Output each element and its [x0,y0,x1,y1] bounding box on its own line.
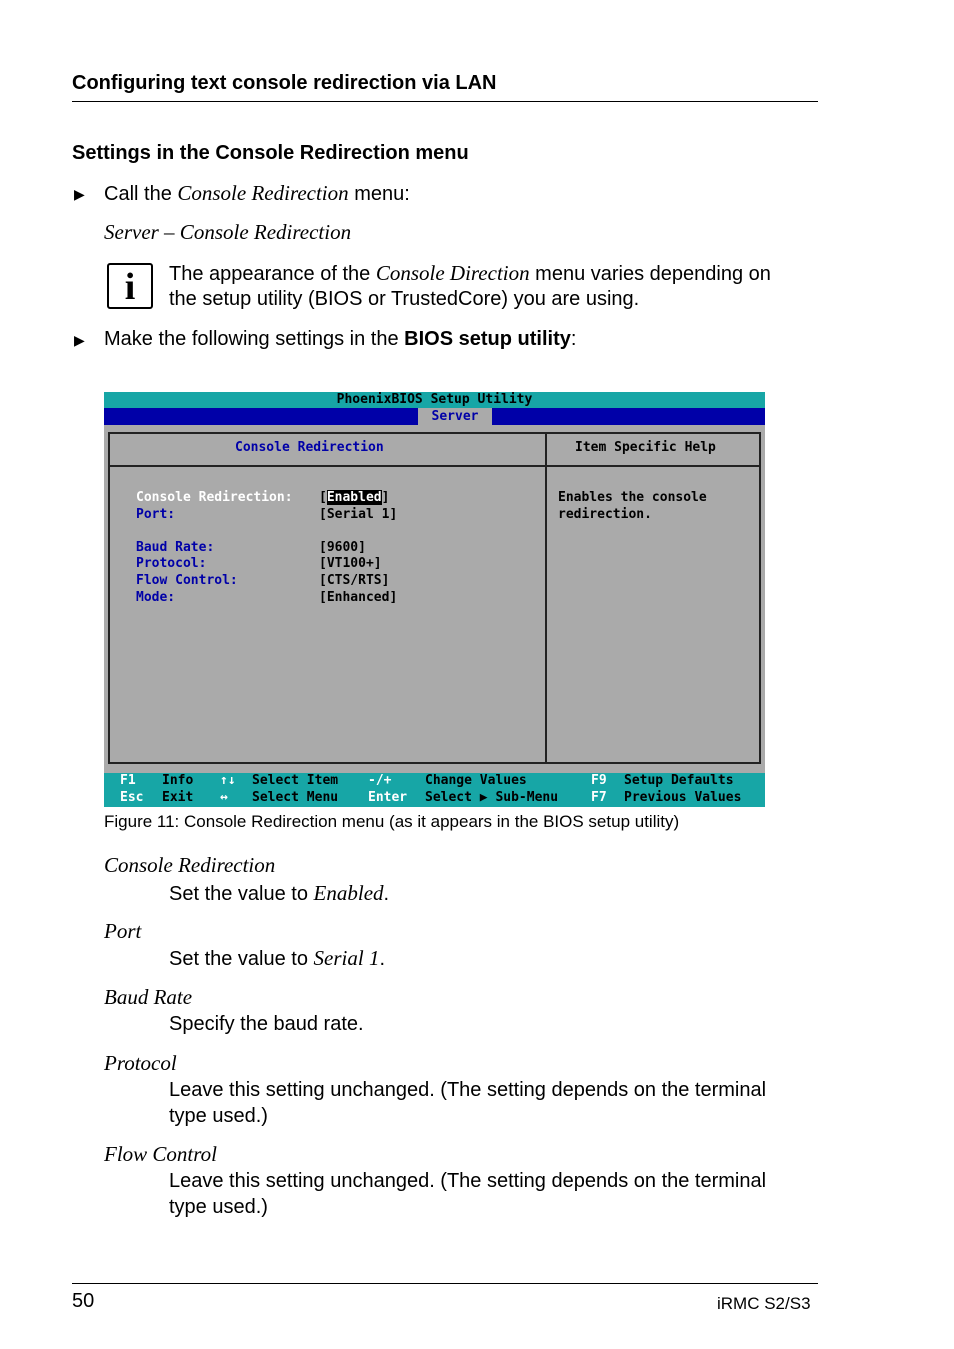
bios-key: ↑↓ [220,773,236,788]
step1-prefix: Call the [104,183,178,205]
bios-setting-value-flow-control[interactable]: [CTS/RTS] [319,573,390,588]
definition-desc: type used.) [169,1105,268,1127]
info-icon: i [107,263,153,309]
info-suffix: menu varies depending on [529,263,771,285]
page-number: 50 [72,1290,95,1312]
bios-key-action: Exit [162,790,194,805]
bios-key: Esc [120,790,144,805]
bios-divider-horizontal [108,465,761,467]
running-header: Configuring text console redirection via LAN [72,72,497,94]
bios-panel-title: Console Redirection [235,440,384,455]
bios-key-action: Select Item [252,773,339,788]
bios-help-text: Enables the console [558,490,707,505]
step-bios-settings [104,326,576,352]
bios-divider-vertical [545,432,547,764]
bios-key: ↔ [220,790,228,805]
step2-prefix: Make the following settings in the [104,328,405,350]
bios-key: F1 [120,773,136,788]
bios-setting-label: Baud Rate: [136,540,215,555]
definition-term: Port [104,919,142,943]
bios-key-action: Previous Values [624,790,742,805]
definition-term: Flow Control [104,1142,217,1166]
desc-prefix: Set the value to [169,883,314,905]
bios-setting-label: Protocol: [136,556,207,571]
step2-bold: BIOS setup utility [404,328,571,350]
bios-help-text: redirection. [558,507,652,522]
step1-menu-name: Console Redirection [177,181,349,205]
bios-setting-value-protocol[interactable]: [VT100+] [319,556,382,571]
definition-desc: Leave this setting unchanged. (The setting depends on the terminal [169,1170,767,1192]
section-heading: Settings in the Console Redirection menu [72,142,469,164]
bios-tab-server[interactable]: Server [418,408,492,425]
product-name: iRMC S2/S3 [717,1294,811,1313]
definition-desc [169,945,385,972]
bios-menu-bar [104,408,765,425]
bios-setting-label: Console Redirection: [136,490,293,505]
bios-help-title: Item Specific Help [575,440,716,455]
bios-key: Enter [368,790,408,805]
bios-key: F9 [591,773,607,788]
step2-suffix: : [570,328,577,350]
definition-desc: Leave this setting unchanged. (The setting depends on the terminal [169,1079,767,1101]
desc-suffix: . [383,883,390,905]
desc-italic: Serial 1 [313,946,380,970]
bullet-arrow-icon: ▶ [74,332,85,348]
info-prefix: The appearance of the [169,263,376,285]
bullet-arrow-icon: ▶ [74,186,85,202]
bios-screen [104,392,765,807]
figure-caption: Figure 11: Console Redirection menu (as it appears in the BIOS setup utility) [104,812,680,831]
bios-key-action: Select Menu [252,790,339,805]
bios-setting-value-console-redirection[interactable]: [Enabled] [319,490,390,505]
desc-prefix: Set the value to [169,948,314,970]
definition-term: Protocol [104,1051,177,1075]
info-note-line2: the setup utility (BIOS or TrustedCore) you are using. [169,288,640,310]
info-italic: Console Direction [375,261,530,285]
bios-setting-label: Flow Control: [136,573,238,588]
desc-italic: Enabled [313,881,384,905]
step1-suffix: menu: [348,183,410,205]
definition-desc: Specify the baud rate. [169,1013,364,1035]
bios-setting-label: Port: [136,507,176,522]
bios-key-action: Setup Defaults [624,773,734,788]
info-note-line1 [169,260,771,287]
bios-key: F7 [591,790,607,805]
bios-key-action: Select ▶ Sub-Menu [425,790,559,805]
bios-footer [104,773,765,807]
bios-selected-value[interactable]: Enabled [326,490,382,505]
menu-path: Server – Console Redirection [104,220,352,244]
bios-key: -/+ [368,773,392,788]
bios-title-bar: PhoenixBIOS Setup Utility [104,392,765,408]
bios-key-action: Change Values [425,773,527,788]
bios-key-action: Info [162,773,194,788]
bios-setting-label: Mode: [136,590,176,605]
definition-desc [169,880,389,907]
definition-term: Console Redirection [104,853,276,877]
bios-setting-value-mode[interactable]: [Enhanced] [319,590,398,605]
desc-suffix: . [379,948,386,970]
header-rule [72,101,818,102]
bios-frame [108,432,761,764]
footer-rule [72,1283,818,1284]
bios-setting-value-baud-rate[interactable]: [9600] [319,540,366,555]
bios-setting-value-port[interactable]: [Serial 1] [319,507,398,522]
step-call-menu [104,180,410,207]
definition-term: Baud Rate [104,985,193,1009]
definition-desc: type used.) [169,1196,268,1218]
